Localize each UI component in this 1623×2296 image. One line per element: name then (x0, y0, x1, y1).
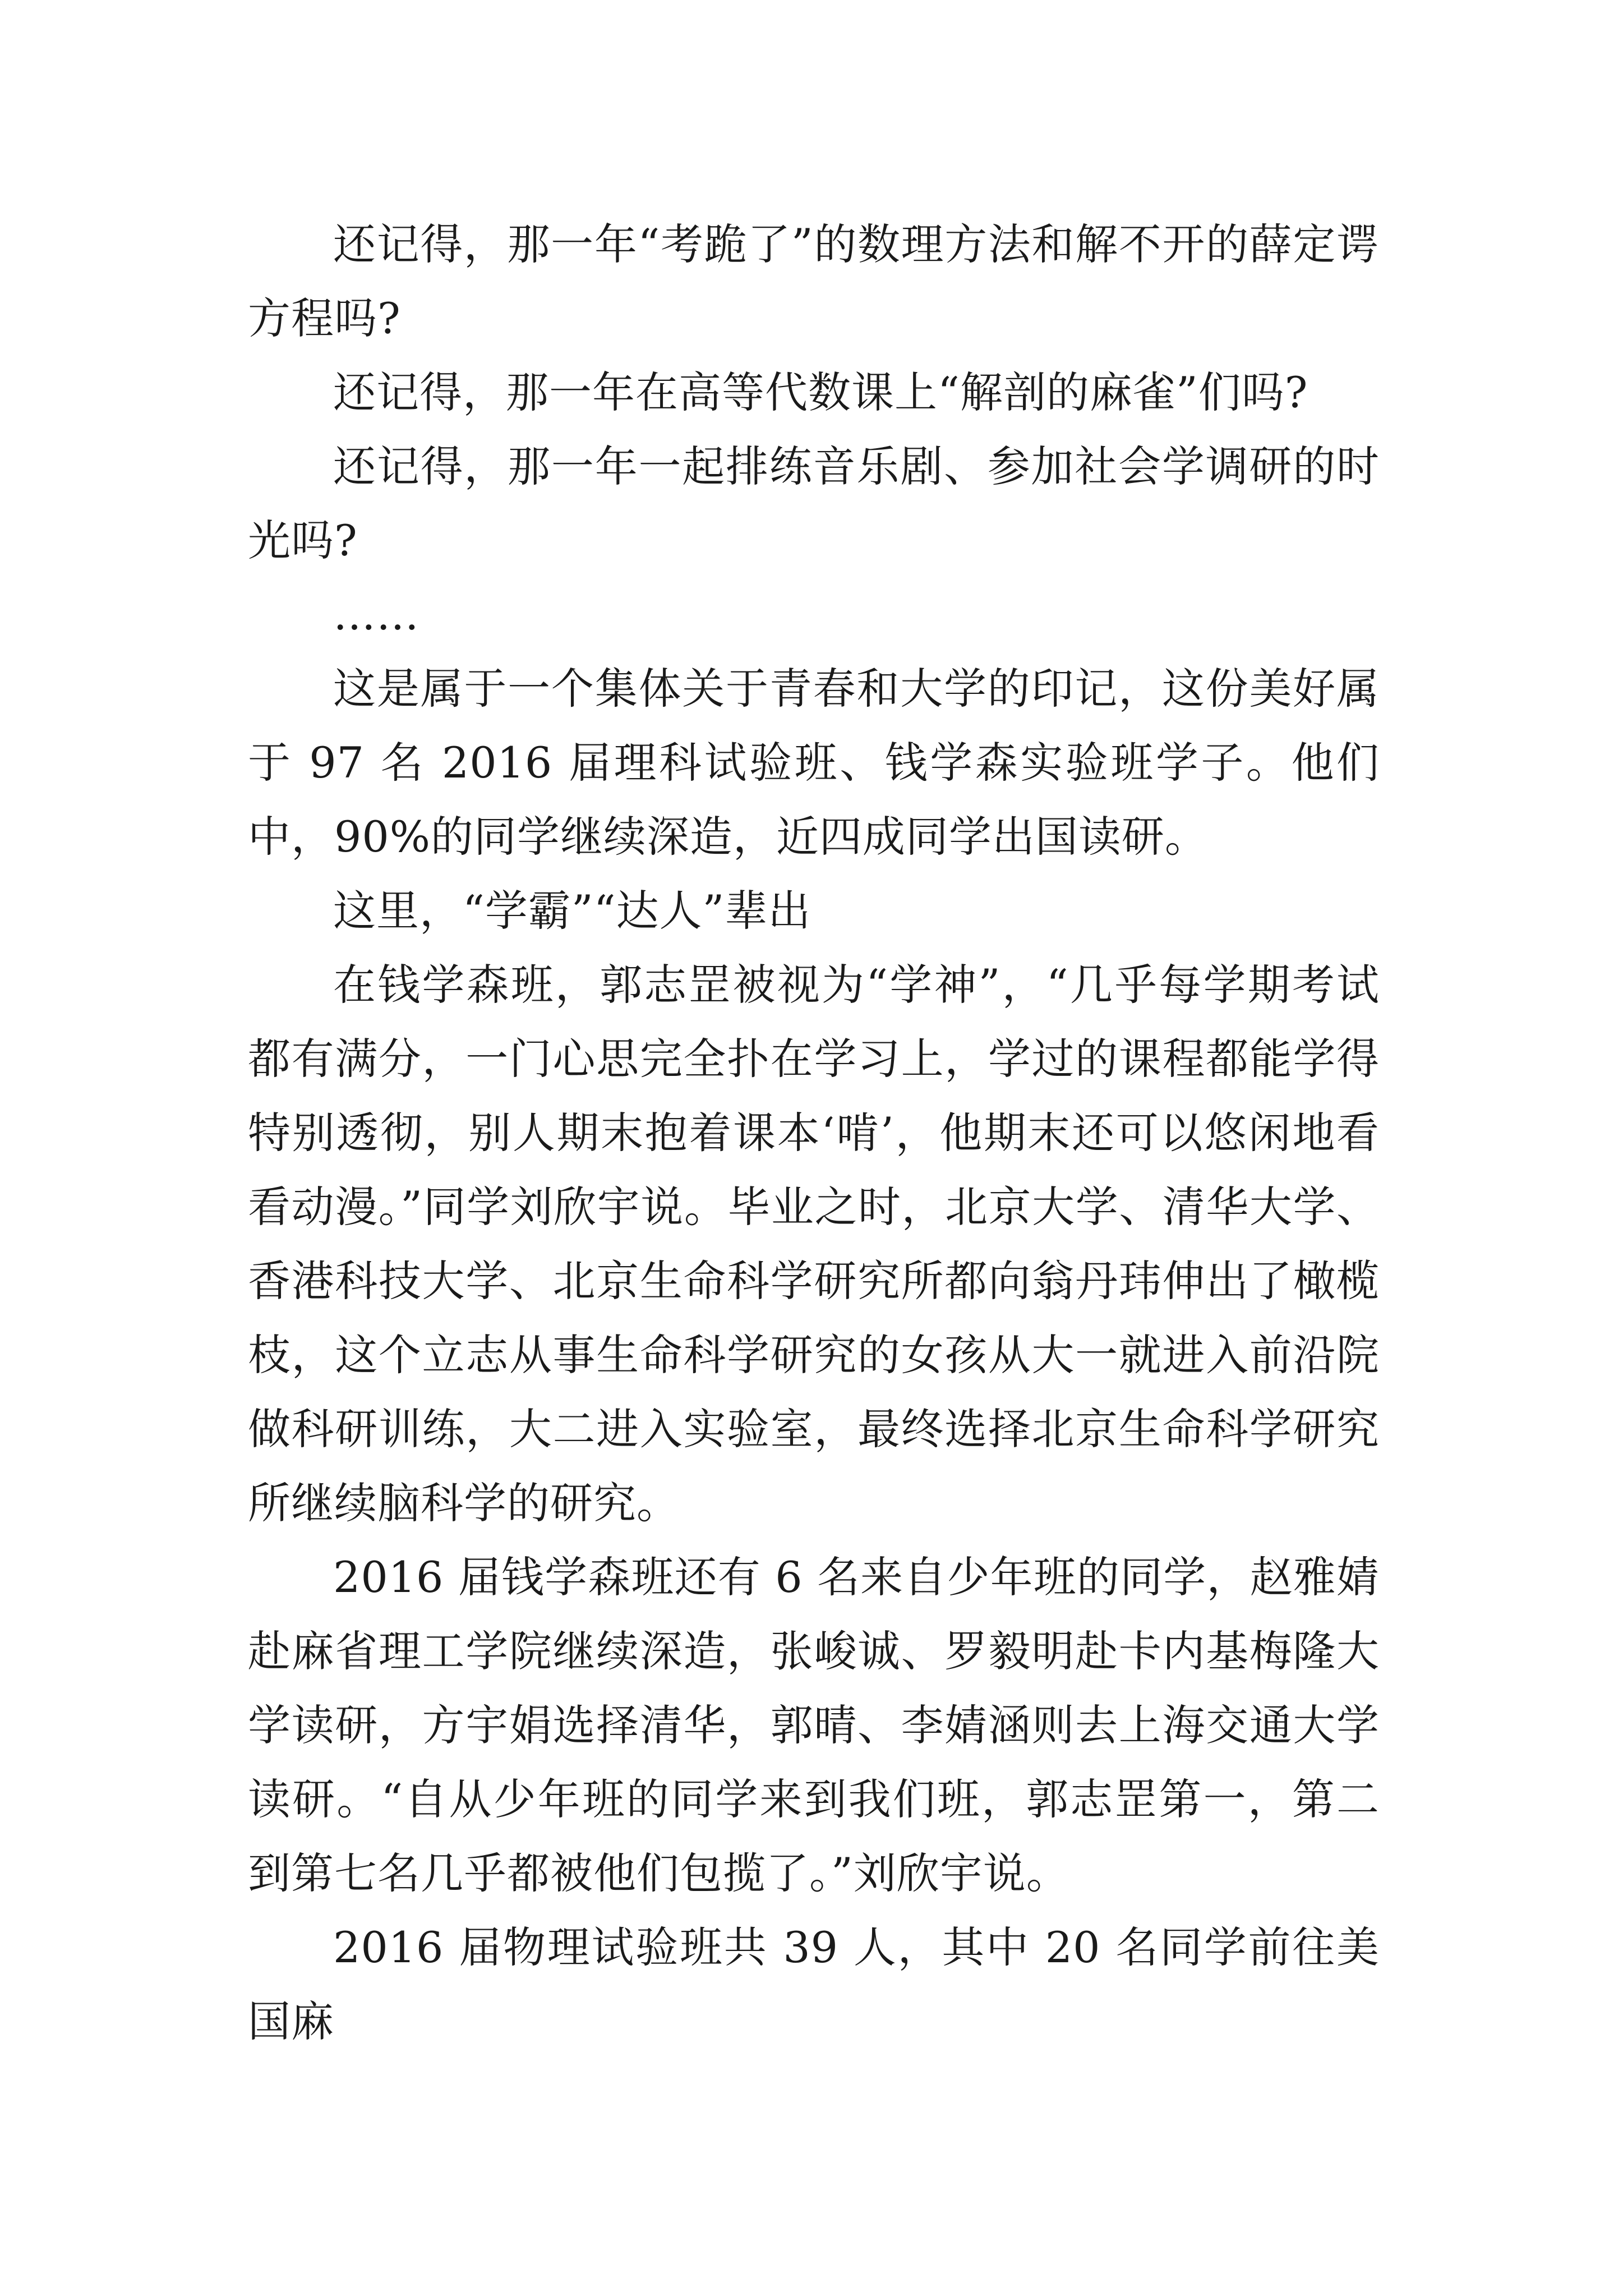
section-heading: 这里，“学霸”“达人”辈出 (333, 886, 811, 936)
paragraph-ellipsis: …… (333, 590, 419, 639)
paragraph-recall-algebra: 还记得，那一年在高等代数课上“解剖的麻雀”们吗? (333, 367, 1308, 417)
article-body (248, 208, 1380, 2059)
paragraph-qian-xuesen-class: 在钱学森班，郭志罡被视为“学神”，“几乎每学期考试都有满分，一门心思完全扑在学习上，学过的课程都能学得特别透彻，别人期末抱着课本‘啃’，他期末还可以悠闲地看看动漫。”同学刘欣宇说。毕业之时，北京大学、清华大学、香港科技大学、北京生命科学研究所都向翁丹玮伸出了橄榄枝，这个立志从事生命科学研究的女孩从大一就进入前沿院做科研训练，大二进入实验室，最终选择北京生命科学研究所继续脑科学的研究。 (248, 960, 1380, 1528)
paragraph-recall-methods: 还记得，那一年“考跪了”的数理方法和解不开的薛定谔方程吗? (248, 219, 1380, 343)
paragraph-recall-musical: 还记得，那一年一起排练音乐剧、参加社会学调研的时光吗? (248, 441, 1380, 565)
paragraph-youth-class: 2016 届钱学森班还有 6 名来自少年班的同学，赵雅婧赴麻省理工学院继续深造，张峻诚、罗毅明赴卡内基梅隆大学读研，方宇娟选择清华，郭晴、李婧涵则去上海交通大学读研。“自从少年班的同学来到我们班，郭志罡第一，第二到第七名几乎都被他们包揽了。”刘欣宇说。 (248, 1552, 1380, 1898)
paragraph-intro: 这是属于一个集体关于青春和大学的印记，这份美好属于 97 名 2016 届理科试验班、钱学森实验班学子。他们中，90%的同学继续深造，近四成同学出国读研。 (248, 664, 1380, 862)
paragraph-physics-class: 2016 届物理试验班共 39 人，其中 20 名同学前往美国麻 (248, 1922, 1380, 2046)
